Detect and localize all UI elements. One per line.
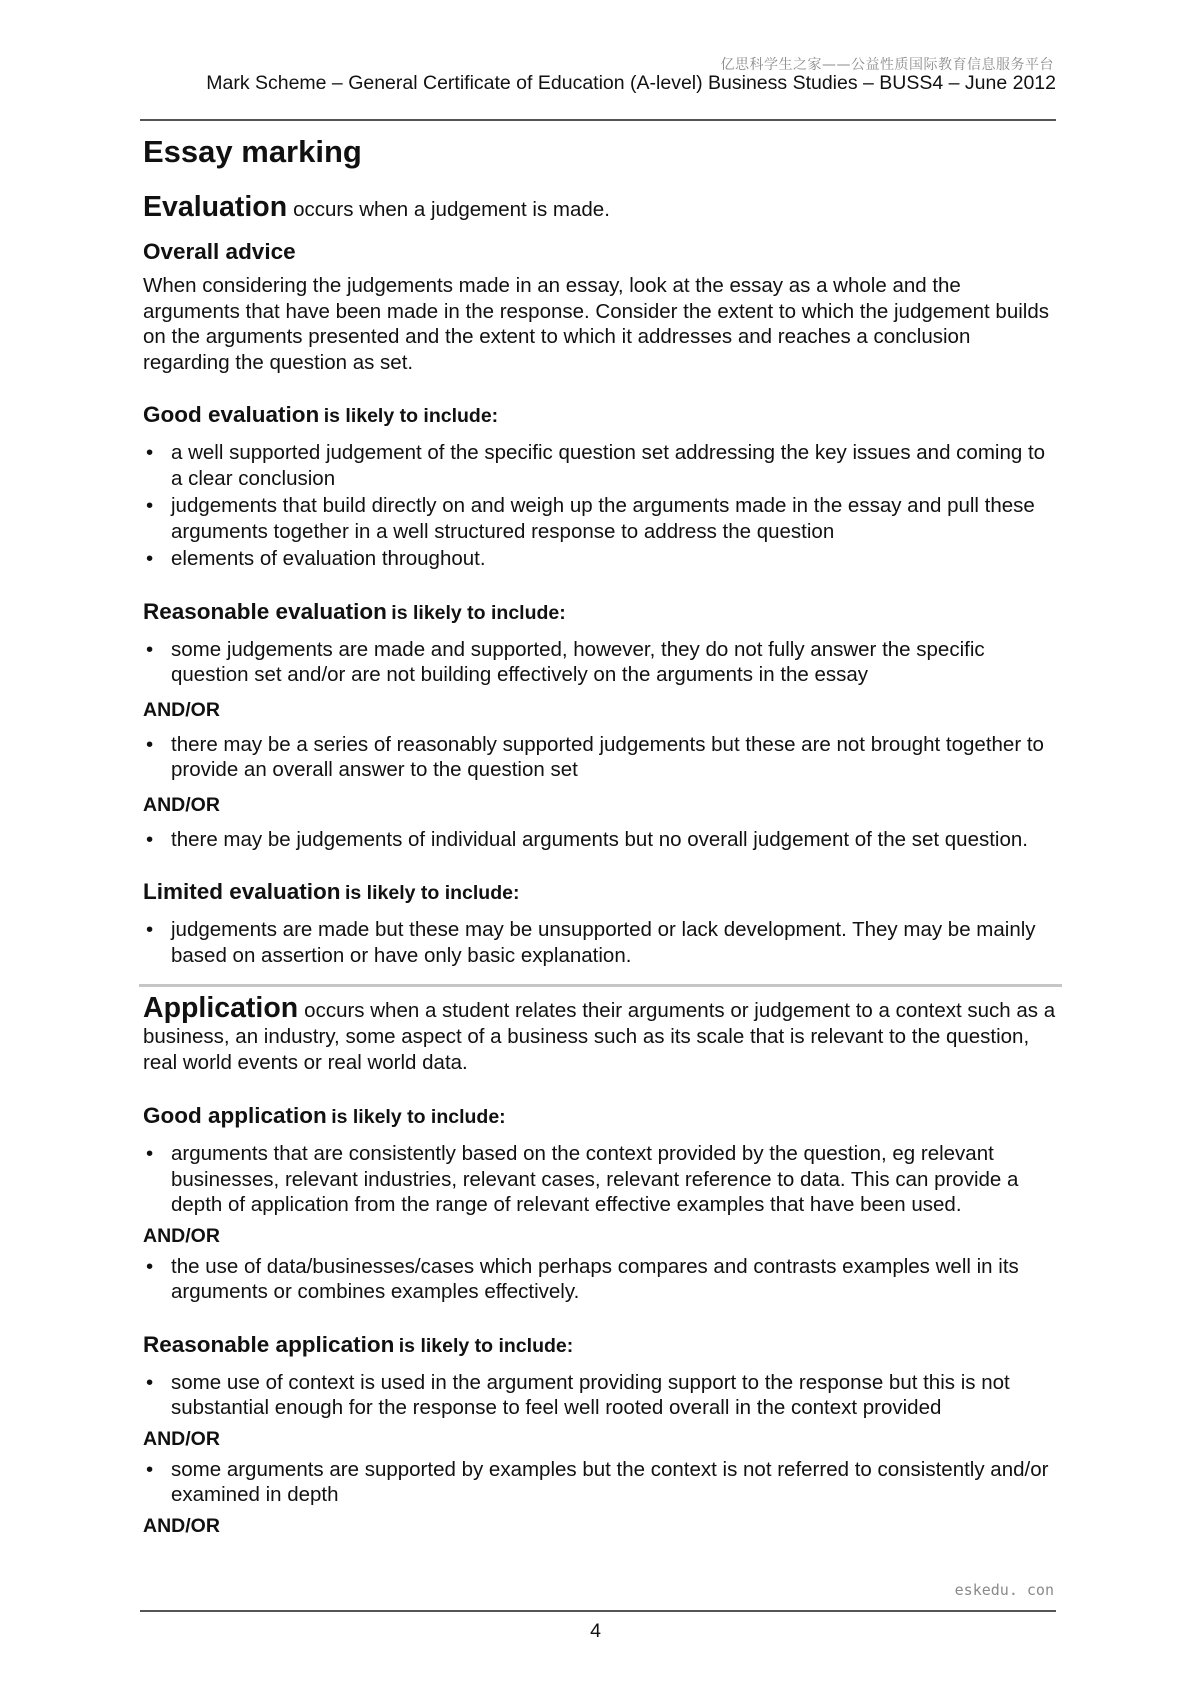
bullet-icon: • bbox=[146, 732, 154, 756]
section-divider bbox=[139, 984, 1062, 987]
overall-advice-text: When considering the judgements made in an essay, look at the essay as a whole and the arguments that have been made in the response. Consider the extent to which the judgement builds on the arguments presented and the extent to which it addresses and reaches a conclusion regarding the question as set. bbox=[143, 274, 1049, 374]
list-item-text: some arguments are supported by examples but the context is not referred to consistently and/or examined in depth bbox=[171, 1457, 1049, 1506]
list-item bbox=[143, 493, 1058, 544]
bullet-icon: • bbox=[146, 1370, 154, 1394]
bullet-icon: • bbox=[146, 637, 154, 661]
list-item bbox=[143, 1457, 1058, 1508]
limited-evaluation-heading bbox=[143, 878, 1058, 909]
reasonable-evaluation-list-1 bbox=[143, 637, 1058, 688]
list-item bbox=[143, 546, 1058, 572]
list-item bbox=[143, 827, 1058, 853]
level-heading-suffix: is likely to include: bbox=[331, 1106, 506, 1128]
list-item-text: judgements are made but these may be unsupported or lack development. They may be mainly based on assertion or have only basic explanation. bbox=[171, 918, 1036, 967]
bullet-icon: • bbox=[146, 1142, 154, 1165]
evaluation-definition bbox=[143, 191, 1058, 223]
level-heading-suffix: is likely to include: bbox=[345, 882, 520, 904]
good-application-list-2 bbox=[143, 1254, 1058, 1305]
level-heading-suffix: is likely to include: bbox=[398, 1334, 574, 1357]
good-evaluation-list bbox=[143, 440, 1058, 572]
application-definition bbox=[143, 992, 1058, 1076]
list-item-text: some use of context is used in the argument providing support to the response but this is not substantial enough for the response to feel well rooted overall in the context provided bbox=[171, 1370, 1010, 1419]
bullet-icon: • bbox=[146, 441, 154, 464]
andor-label: AND/OR bbox=[143, 698, 220, 721]
level-heading-text: Good evaluation bbox=[143, 402, 320, 427]
list-item-text: the use of data/businesses/cases which perhaps compares and contrasts examples well in its arguments or combines examples effectively. bbox=[171, 1254, 1019, 1303]
list-item-text: arguments that are consistently based on the context provided by the question, eg relevant businesses, relevant industries, relevant cases, relevant reference to data. This can provide a depth of application from the range of relevant effective examples that have been used. bbox=[171, 1142, 1019, 1216]
reasonable-application-list-1 bbox=[143, 1370, 1058, 1421]
limited-evaluation-list bbox=[143, 917, 1058, 968]
bullet-icon: • bbox=[146, 494, 154, 517]
running-header: Mark Scheme – General Certificate of Education (A-level) Business Studies – BUSS4 – June 2012 bbox=[206, 72, 1056, 94]
watermark-top: 亿思科学生之家——公益性质国际教育信息服务平台 bbox=[720, 57, 1054, 73]
reasonable-application-list-2 bbox=[143, 1457, 1058, 1508]
footer-rule bbox=[140, 1610, 1056, 1612]
list-item-text: there may be a series of reasonably supported judgements but these are not brought together to provide an overall answer to the question set bbox=[171, 732, 1044, 781]
level-heading-text: Reasonable evaluation bbox=[143, 598, 387, 624]
list-item-text: elements of evaluation throughout. bbox=[171, 547, 486, 570]
list-item-text: judgements that build directly on and weigh up the arguments made in the essay and pull these arguments together in a well structured response to address the question bbox=[171, 494, 1035, 543]
overall-advice-heading: Overall advice bbox=[143, 239, 296, 264]
andor-label: AND/OR bbox=[143, 1224, 220, 1247]
application-definition-text: occurs when a student relates their arguments or judgement to a context such as a business, an industry, some aspect of a business such as its scale that is relevant to the question, real world events or real world data. bbox=[143, 999, 1056, 1074]
level-heading-text: Good application bbox=[143, 1103, 327, 1128]
list-item bbox=[143, 732, 1058, 783]
bullet-icon: • bbox=[146, 1254, 154, 1278]
section-title: Essay marking bbox=[143, 134, 362, 169]
application-term: Application bbox=[143, 992, 299, 1024]
level-heading-suffix: is likely to include: bbox=[391, 601, 566, 624]
reasonable-application-heading bbox=[143, 1331, 1058, 1362]
evaluation-definition-text: occurs when a judgement is made. bbox=[293, 198, 610, 221]
good-evaluation-heading bbox=[143, 401, 1058, 432]
bullet-icon: • bbox=[146, 918, 154, 941]
list-item-text: a well supported judgement of the specific question set addressing the key issues and coming to a clear conclusion bbox=[171, 441, 1046, 490]
bullet-icon: • bbox=[146, 547, 154, 570]
content bbox=[143, 124, 1058, 1544]
good-application-heading bbox=[143, 1102, 1058, 1133]
level-heading-suffix: is likely to include: bbox=[323, 405, 499, 427]
reasonable-evaluation-list-2 bbox=[143, 732, 1058, 783]
list-item bbox=[143, 440, 1058, 491]
list-item-text: some judgements are made and supported, however, they do not fully answer the specific question set and/or are not building effectively on the arguments in the essay bbox=[171, 637, 985, 686]
andor-label: AND/OR bbox=[143, 793, 220, 816]
reasonable-evaluation-list-3 bbox=[143, 827, 1058, 853]
evaluation-term: Evaluation bbox=[143, 191, 288, 223]
list-item bbox=[143, 1141, 1058, 1218]
andor-label: AND/OR bbox=[143, 1427, 220, 1450]
watermark-bottom: eskedu. con bbox=[954, 1581, 1054, 1599]
list-item bbox=[143, 1370, 1058, 1421]
level-heading-text: Reasonable application bbox=[143, 1331, 395, 1357]
header-rule bbox=[140, 119, 1056, 121]
page-number: 4 bbox=[590, 1620, 601, 1642]
list-item bbox=[143, 1254, 1058, 1305]
list-item bbox=[143, 637, 1058, 688]
reasonable-evaluation-heading bbox=[143, 598, 1058, 629]
bullet-icon: • bbox=[146, 1457, 154, 1481]
list-item-text: there may be judgements of individual arguments but no overall judgement of the set question. bbox=[171, 827, 1028, 851]
level-heading-text: Limited evaluation bbox=[143, 879, 341, 904]
andor-label: AND/OR bbox=[143, 1514, 220, 1537]
list-item bbox=[143, 917, 1058, 968]
good-application-list-1 bbox=[143, 1141, 1058, 1218]
bullet-icon: • bbox=[146, 827, 154, 851]
